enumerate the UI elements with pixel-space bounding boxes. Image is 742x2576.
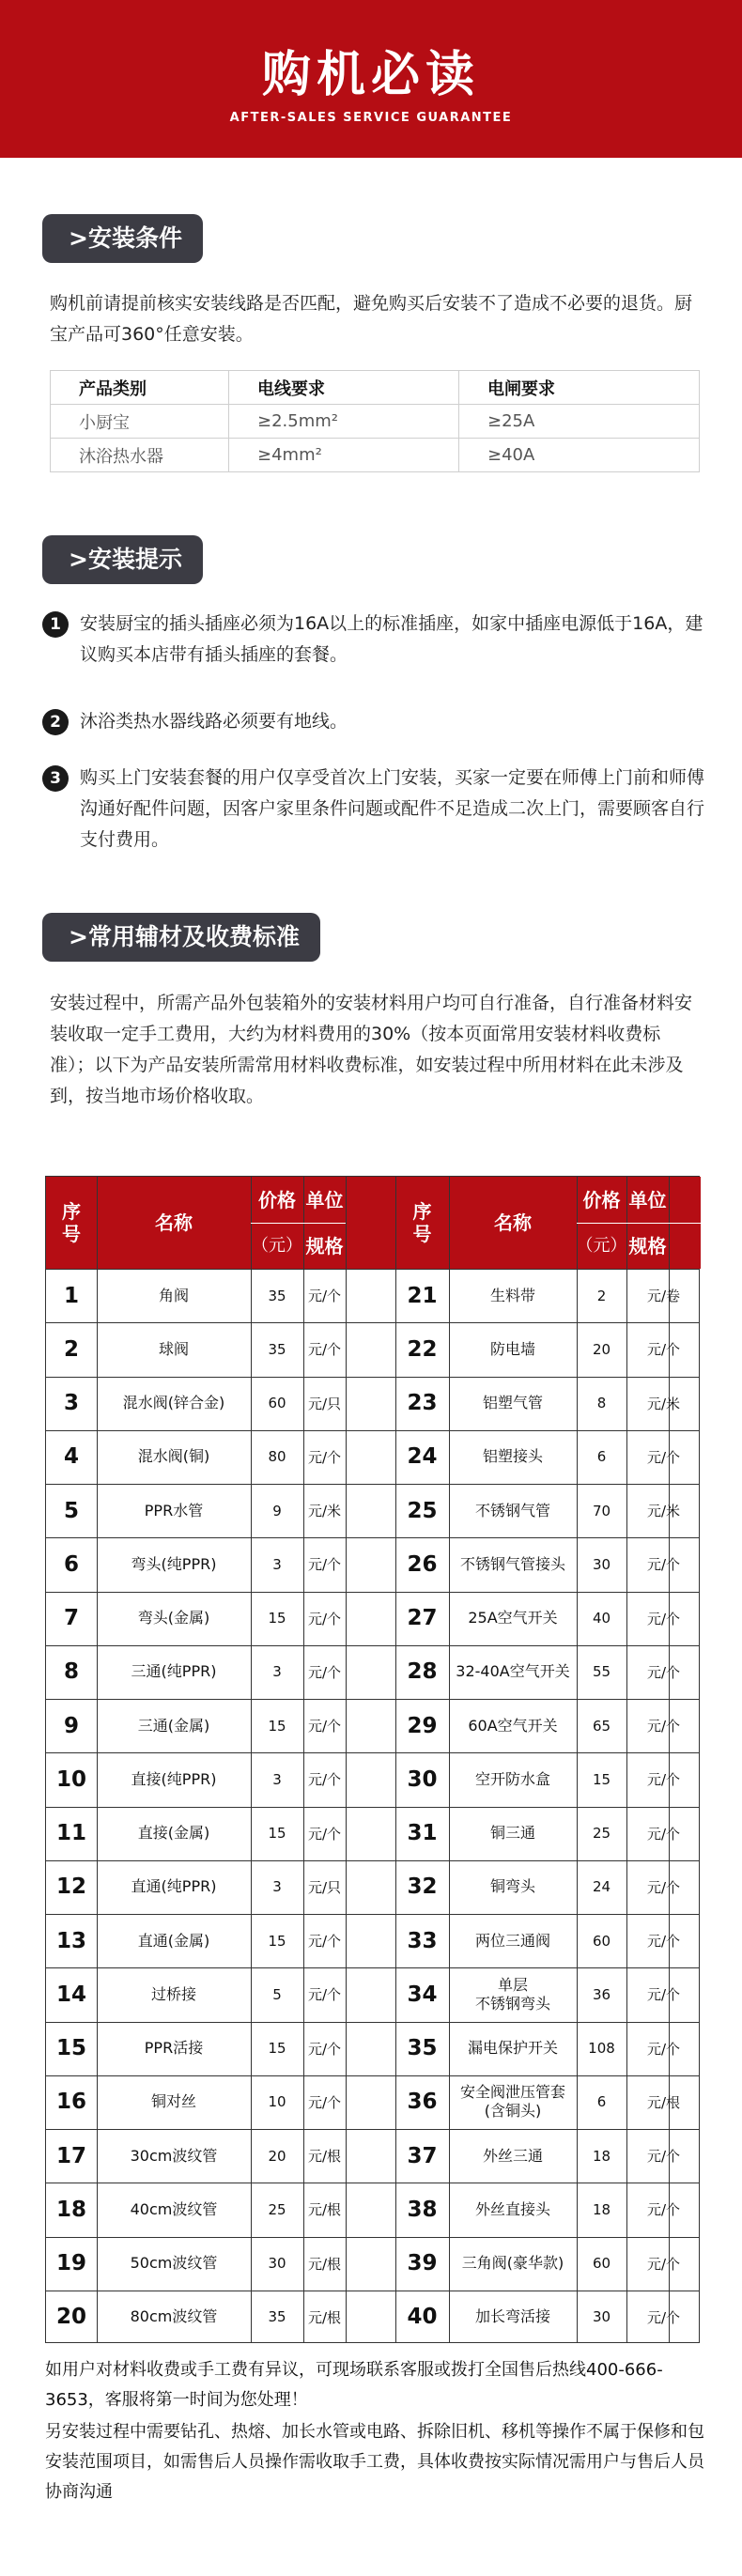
row-price: 5	[272, 1985, 282, 2003]
row-price: 24	[592, 1878, 611, 1896]
section-label-install-conditions: >安装条件	[42, 214, 203, 263]
row-index: 9	[63, 1713, 79, 1738]
row-price: 30	[268, 2255, 286, 2273]
row-price: 18	[592, 2147, 611, 2165]
row-price: 15	[268, 1932, 286, 1950]
row-index: 40	[407, 2305, 438, 2330]
row-index: 27	[407, 1606, 438, 1631]
row-item-name: 50cm波纹管	[130, 2254, 218, 2273]
row-unit: 元/个	[646, 1610, 681, 1627]
header-price-right: 价格	[582, 1188, 621, 1211]
row-item-name: 铝塑接头	[482, 1447, 543, 1466]
row-unit: 元/个	[307, 1556, 342, 1574]
row-item-name: 60A空气开关	[468, 1716, 558, 1735]
row-index: 10	[55, 1766, 86, 1792]
row-price: 25	[592, 1825, 611, 1843]
row-unit: 元/个	[307, 1610, 342, 1627]
tip-text: 沐浴类热水器线路必须要有地线。	[80, 711, 348, 732]
row-item-name: 防电墙	[489, 1339, 535, 1358]
row-item-name: 铝塑气管	[482, 1394, 543, 1412]
row-price: 35	[268, 1340, 286, 1358]
table-cell: ≥4mm²	[229, 439, 459, 472]
row-price: 3	[272, 1878, 282, 1896]
row-item-name: 铜三通	[489, 1824, 535, 1843]
row-price: 36	[592, 1985, 611, 2003]
row-index: 11	[55, 1821, 86, 1846]
row-unit: 元/个	[307, 1288, 342, 1305]
table-cell: ≥25A	[459, 405, 700, 439]
page-header	[0, 0, 742, 158]
row-index: 30	[407, 1766, 438, 1792]
row-index: 7	[63, 1606, 79, 1631]
row-unit: 元/个	[646, 1771, 681, 1789]
materials-fee-table	[45, 1176, 700, 2343]
row-price: 30	[592, 2308, 611, 2326]
footer-note-extra-fees: 另安装过程中需要钻孔、热熔、加长水管或电路、拆除旧机、移机等操作不属于保修和包安装范围项目，如需售后人员操作需收取手工费，具体收费按实际情况需用户与售后人员协商沟通	[45, 2422, 704, 2502]
header-unit-right: 单位	[628, 1188, 667, 1211]
row-price: 15	[592, 1770, 611, 1788]
row-item-name: 单层 不锈钢弯头	[474, 1975, 550, 2013]
row-index: 25	[407, 1498, 438, 1523]
row-item-name: 混水阀(锌合金)	[122, 1394, 225, 1412]
row-price: 20	[592, 1340, 611, 1358]
row-price: 6	[596, 1448, 607, 1466]
row-item-name: 弯头(纯PPR)	[131, 1554, 217, 1573]
row-price: 60	[268, 1395, 286, 1412]
row-index: 23	[407, 1391, 438, 1416]
row-item-name: 32-40A空气开关	[456, 1662, 570, 1681]
table-row	[51, 439, 700, 472]
row-price: 10	[268, 2093, 286, 2111]
table-header-row	[51, 371, 700, 405]
row-price: 80	[268, 1448, 286, 1466]
row-item-name: 不锈钢气管接头	[459, 1554, 565, 1573]
row-unit: 元/只	[307, 1395, 342, 1412]
row-index: 1	[63, 1283, 79, 1308]
row-unit: 元/个	[646, 1825, 681, 1843]
row-price: 3	[272, 1770, 282, 1788]
row-unit: 元/个	[646, 1556, 681, 1574]
row-unit: 元/卷	[646, 1288, 681, 1305]
row-item-name: 直接(金属)	[137, 1824, 210, 1843]
row-unit: 元/个	[307, 1663, 342, 1681]
row-item-name: 直接(纯PPR)	[131, 1769, 217, 1788]
footer-note-hotline: 如用户对材料收费或手工费有异议，可现场联系客服或拨打全国售后热线400-666-3653，客服将第一时间为您处理！	[45, 2360, 663, 2410]
table-cell: ≥40A	[459, 439, 700, 472]
row-item-name: 三通(金属)	[137, 1716, 210, 1735]
row-item-name: 外丝三通	[482, 2146, 543, 2165]
row-unit: 元/个	[646, 1663, 681, 1681]
row-price: 25	[268, 2200, 286, 2218]
install-requirements-table	[50, 370, 700, 472]
row-item-name: 加长弯活接	[474, 2307, 550, 2326]
row-index: 3	[63, 1391, 79, 1416]
row-unit: 元/米	[307, 1503, 342, 1520]
number-badge-icon: 3	[42, 765, 69, 792]
number-badge-icon: 1	[42, 611, 69, 638]
row-price: 3	[272, 1663, 282, 1681]
header-name-left: 名称	[155, 1211, 193, 1234]
header-breaker-requirement: 电闸要求	[459, 371, 700, 405]
row-item-name: 漏电保护开关	[467, 2039, 558, 2058]
header-unit-left: 单位	[305, 1188, 344, 1211]
row-item-name: PPR水管	[144, 1501, 204, 1519]
row-item-name: 直通(纯PPR)	[131, 1877, 217, 1896]
section-label-install-tips: >安装提示	[42, 535, 203, 584]
header-index-right: 序号	[412, 1200, 432, 1245]
row-item-name: 两位三通阀	[474, 1931, 550, 1950]
row-index: 22	[407, 1336, 438, 1362]
header-spec-left: 规格	[305, 1234, 344, 1257]
header-mid-divider	[577, 1223, 701, 1224]
row-item-name: 40cm波纹管	[130, 2199, 218, 2218]
row-price: 2	[596, 1287, 607, 1304]
row-index: 6	[63, 1551, 79, 1577]
row-index: 39	[407, 2251, 438, 2276]
row-unit: 元/个	[646, 1448, 681, 1466]
header-price-unit-right: （元）	[576, 1235, 627, 1256]
row-unit: 元/根	[307, 2148, 342, 2166]
header-price-unit-left: （元）	[252, 1235, 302, 1256]
row-price: 108	[588, 2040, 615, 2058]
row-price: 20	[268, 2147, 286, 2165]
row-price: 15	[268, 1825, 286, 1843]
row-index: 35	[407, 2036, 438, 2061]
row-unit: 元/个	[646, 1933, 681, 1951]
row-price: 9	[272, 1502, 282, 1519]
row-price: 30	[592, 1555, 611, 1573]
row-unit: 元/个	[307, 1341, 342, 1359]
row-index: 31	[407, 1821, 438, 1846]
tip-text: 购买上门安装套餐的用户仅享受首次上门安装，买家一定要在师傅上门前和师傅沟通好配件问题，因客户家里条件问题或配件不足造成二次上门，需要顾客自行支付费用。	[80, 767, 705, 850]
row-unit: 元/根	[307, 2201, 342, 2219]
row-item-name: 铜对丝	[150, 2092, 196, 2111]
row-index: 4	[63, 1444, 79, 1470]
row-unit: 元/米	[646, 1503, 681, 1520]
row-index: 33	[407, 1928, 438, 1953]
table-row	[51, 405, 700, 439]
row-price: 15	[268, 1610, 286, 1627]
row-index: 21	[407, 1283, 438, 1308]
table-cell: 小厨宝	[51, 405, 229, 439]
row-index: 5	[63, 1498, 79, 1523]
row-index: 37	[407, 2143, 438, 2168]
tip-text: 安装厨宝的插头插座必须为16A以上的标准插座，如家中插座电源低于16A，建议购买本店带有插头插座的套餐。	[80, 613, 703, 665]
row-item-name: 直通(金属)	[137, 1931, 210, 1950]
row-price: 8	[596, 1395, 607, 1412]
tip-item	[42, 609, 709, 674]
row-price: 15	[268, 1717, 286, 1735]
row-index: 12	[55, 1874, 86, 1900]
row-price: 35	[268, 1287, 286, 1304]
row-item-name: 弯头(金属)	[137, 1609, 210, 1627]
row-index: 15	[55, 2036, 86, 2061]
row-price: 3	[272, 1555, 282, 1573]
row-unit: 元/个	[646, 1986, 681, 2004]
row-item-name: 三角阀(豪华款)	[461, 2254, 564, 2273]
row-unit: 元/个	[646, 2201, 681, 2219]
row-index: 36	[407, 2090, 438, 2115]
tip-item	[42, 706, 709, 740]
row-index: 32	[407, 1874, 438, 1900]
header-product-category: 产品类别	[51, 371, 229, 405]
tip-item	[42, 763, 709, 861]
header-price-left: 价格	[258, 1188, 296, 1211]
row-unit: 元/个	[307, 2040, 342, 2058]
row-item-name: 三通(纯PPR)	[131, 1662, 217, 1681]
row-unit: 元/个	[307, 1771, 342, 1789]
row-price: 55	[592, 1663, 611, 1681]
row-price: 35	[268, 2308, 286, 2326]
row-index: 17	[55, 2143, 86, 2168]
row-unit: 元/根	[307, 2308, 342, 2326]
row-unit: 元/米	[646, 1395, 681, 1412]
row-unit: 元/个	[307, 1933, 342, 1951]
table-column-divider	[346, 1177, 347, 2342]
header-mid-divider	[251, 1223, 346, 1224]
row-unit: 元/个	[307, 2093, 342, 2111]
row-index: 18	[55, 2197, 86, 2222]
row-index: 20	[55, 2305, 86, 2330]
row-index: 8	[63, 1659, 79, 1685]
row-price: 65	[592, 1717, 611, 1735]
install-conditions-text: 购机前请提前核实安装线路是否匹配，避免购买后安装不了造成不必要的退货。厨宝产品可360°任意安装。	[50, 293, 693, 345]
materials-fees-text: 安装过程中，所需产品外包装箱外的安装材料用户均可自行准备，自行准备材料安装收取一定手工费用，大约为材料费用的30%（按本页面常用安装材料收费标准）；以下为产品安装所需常用材料收费标准，如安装过程中所用材料在此未涉及到，按当地市场价格收取。	[50, 993, 693, 1106]
row-index: 24	[407, 1444, 438, 1470]
header-index-left: 序号	[62, 1200, 81, 1245]
row-item-name: 25A空气开关	[468, 1609, 558, 1627]
row-price: 6	[596, 2093, 607, 2111]
row-price: 60	[592, 2255, 611, 2273]
row-unit: 元/个	[646, 2040, 681, 2058]
row-unit: 元/个	[646, 1718, 681, 1735]
row-index: 38	[407, 2197, 438, 2222]
row-item-name: 铜弯头	[489, 1877, 535, 1896]
row-index: 2	[63, 1336, 79, 1362]
row-item-name: 过桥接	[150, 1984, 196, 2003]
row-unit: 元/个	[307, 1718, 342, 1735]
row-item-name: PPR活接	[144, 2039, 204, 2058]
row-item-name: 生料带	[489, 1286, 535, 1304]
row-unit: 元/个	[307, 1448, 342, 1466]
row-item-name: 安全阀泄压管套(含铜头)	[459, 2083, 565, 2121]
row-index: 28	[407, 1659, 438, 1685]
row-unit: 元/个	[646, 2308, 681, 2326]
row-index: 29	[407, 1713, 438, 1738]
row-item-name: 不锈钢气管	[474, 1501, 550, 1519]
row-item-name: 80cm波纹管	[130, 2307, 218, 2326]
number-badge-icon: 2	[42, 709, 69, 735]
row-unit: 元/个	[307, 1825, 342, 1843]
row-item-name: 角阀	[158, 1286, 189, 1304]
row-index: 13	[55, 1928, 86, 1953]
row-index: 16	[55, 2090, 86, 2115]
row-price: 70	[592, 1502, 611, 1519]
header-name-right: 名称	[494, 1211, 532, 1234]
row-item-name: 混水阀(铜)	[137, 1447, 210, 1466]
row-unit: 元/个	[646, 1341, 681, 1359]
row-price: 60	[592, 1932, 611, 1950]
section-label-materials-fees: >常用辅材及收费标准	[42, 913, 320, 962]
row-unit: 元/个	[646, 2255, 681, 2273]
row-index: 26	[407, 1551, 438, 1577]
row-unit: 元/个	[646, 1878, 681, 1896]
row-unit: 元/根	[646, 2093, 681, 2111]
row-item-name: 球阀	[158, 1339, 189, 1358]
row-unit: 元/个	[307, 1986, 342, 2004]
row-index: 19	[55, 2251, 86, 2276]
header-wire-requirement: 电线要求	[229, 371, 459, 405]
row-index: 14	[55, 1982, 86, 2007]
table-cell: 沐浴热水器	[51, 439, 229, 472]
header-spec-right: 规格	[628, 1234, 667, 1257]
page-subtitle: AFTER-SALES SERVICE GUARANTEE	[229, 111, 513, 125]
row-unit: 元/根	[307, 2255, 342, 2273]
row-price: 15	[268, 2040, 286, 2058]
row-index: 34	[407, 1982, 438, 2007]
table-cell: ≥2.5mm²	[229, 405, 459, 439]
row-price: 40	[592, 1610, 611, 1627]
row-item-name: 外丝直接头	[474, 2199, 550, 2218]
page-title: 购机必读	[261, 47, 480, 103]
row-unit: 元/只	[307, 1878, 342, 1896]
row-item-name: 空开防水盒	[474, 1769, 550, 1788]
row-item-name: 30cm波纹管	[130, 2146, 218, 2165]
row-unit: 元/个	[646, 2148, 681, 2166]
row-price: 18	[592, 2200, 611, 2218]
